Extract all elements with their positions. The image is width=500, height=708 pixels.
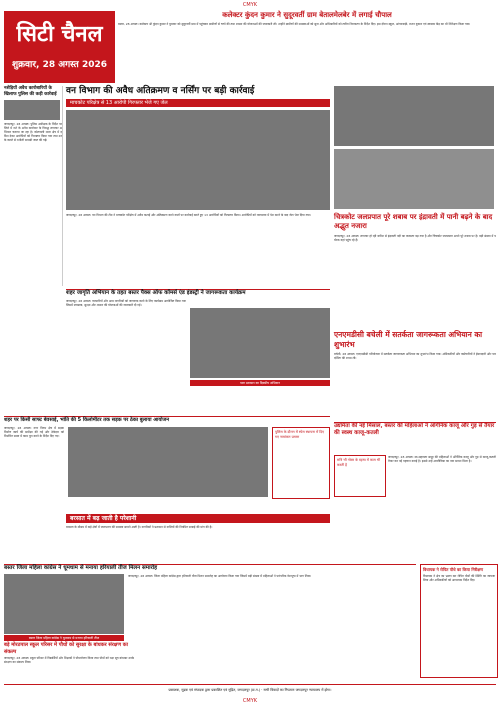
- left-column: [4, 86, 63, 286]
- bottom-mark-text: CMYK: [242, 698, 258, 704]
- story10-body: विधायक ने क्षेत्र का भ्रमण कर रोपित पौधों की स्थिति का जायजा लिया और अधिकारियों को आवश्यक निर्देश दिए।: [423, 574, 495, 582]
- story2-photo-1: [334, 86, 494, 146]
- story-forest-action: [66, 86, 330, 286]
- story10-headline: विधायक ने रोपित पौधे का किया निरीक्षण: [423, 567, 484, 572]
- footer-imprint-text: प्रकाशक, मुद्रक एवं संपादक द्वारा प्रकाशित एवं मुद्रित, जगदलपुर (छ.ग.) · सभी विवादों का निपटारा जगदलपुर न्यायालय में होगा।: [168, 688, 332, 692]
- left-column-body: जगदलपुर, 28 अगस्त। पुलिस अधीक्षक के निर्देश पर जिले में नशे के अवैध कारोबार के विरुद्ध लगातार अभियान चलाया जा रहा है। कोतवाली थाना क्षेत्र में दबिश देकर आरोपियों को गिरफ्तार किया गया तथा उनके कब्जे से नशीली सामग्री जब्त की गई।: [4, 122, 62, 142]
- masthead-dateline: शुक्रवार, 28 अगस्त 2026: [11, 60, 107, 70]
- masthead: [4, 11, 115, 83]
- story9-headline: बड़े मोरठपाल स्कूल परिसर में पौधों को सुरक्षा के बांधकर संरक्षण का संकल्प: [4, 642, 128, 655]
- story-chitrakote: [334, 86, 496, 326]
- top-registration-mark: [235, 2, 265, 8]
- lead-top-body: बस्तर, 28 अगस्त। कलेक्टर श्री कुंदन कुमार ने बुधवार को सुदूरवर्ती ग्राम में पहुंचकर ग्रामीणों से चर्चा की तथा शासन की योजनाओं की जानकारी ली। उन्होंने ग्रामीणों की समस्याओं को सुना और अधिकारियों को त्वरित निराकरण के निर्देश दिए। इस दौरान स्कूल, आंगनबाड़ी, राशन दुकान एवं स्वास्थ्य केंद्र का भी निरीक्षण किया गया।: [118, 22, 471, 26]
- left-column-headline: नशेड़ियों अवैध कारोबारियों के खिलाफ पुलिस की कड़ी कार्रवाई: [4, 86, 57, 97]
- story-road-contract: [4, 416, 330, 513]
- bottom-registration-mark: [235, 698, 265, 704]
- story2-photo-2: [334, 149, 494, 209]
- story3-photo-caption: पाल प्रशासन का दिवसीय अभियान: [190, 380, 330, 386]
- story5-callout: [272, 427, 330, 499]
- story5-photo: [68, 427, 268, 497]
- story5-body: जगदलपुर, 28 अगस्त। नगर निगम क्षेत्र में सड़क निर्माण कार्य की समीक्षा की गई और ठेकेदार को निर्धारित समय में काम पूरा करने के निर्देश दिए गए।: [4, 426, 64, 438]
- story8-photo: [4, 574, 124, 634]
- story8-headline: बस्तर जिला महिला कांग्रेस ने धूमधाम से मनाया हरियाली तीज मिलन समारोह: [4, 565, 158, 571]
- top-mark-text: CMYK: [242, 2, 258, 8]
- story9-body: जगदलपुर, 28 अगस्त। स्कूल परिसर में विद्यार्थियों और शिक्षकों ने पौधारोपण किया तथा पौधों को रक्षा सूत्र बांधकर उनके संरक्षण का संकल्प लिया।: [4, 656, 134, 664]
- story3-photo: [190, 308, 330, 378]
- story4-headline: एनएमडीसी बचेली में सतर्कता जागरूकता अभियान का शुभारंभ: [334, 330, 483, 349]
- story-awareness-campaign: [66, 289, 330, 414]
- story1-headline: वन विभाग की अवैध अतिक्रमण व नर्सिंग पर बड़ी कार्रवाई: [66, 86, 255, 96]
- footer-imprint: [4, 684, 496, 695]
- story1-subhead: माचकोट परिक्षेत्र से 13 आरोपी गिरफ्तार भेजे गए जेल: [66, 99, 330, 107]
- story3-headline: शहर जागृति अभियान के तहत बस्तर पैक्स ऑफ कॉमर्स एंड इंडस्ट्री ने जागरूकता कार्यक्रम: [66, 290, 246, 296]
- story5-headline: शहर पर किसी साफ्ट बेवसाई, भांति की 5 किलोमीटर तक सड़क पर ठेका बुलाया आयोजन: [4, 417, 170, 423]
- story8-body: जगदलपुर, 28 अगस्त। जिला महिला कांग्रेस द्वारा हरियाली तीज मिलन समारोह का आयोजन किया गया जिसमें बड़ी संख्या में महिलाओं ने पारंपरिक वेशभूषा में भाग लिया।: [128, 574, 312, 578]
- story-mla-inspection: [420, 564, 498, 678]
- story-rain-trouble: [66, 514, 330, 560]
- story7-headline: उद्यमिता की नई मिसाल, बस्तर की महिलाओं ने ऑर्गेनिक काजू और गुड़ से तैयार की स्वस्थ काजू-कतली: [334, 423, 495, 436]
- story3-body: जगदलपुर, 28 अगस्त। व्यापारियों और आम नागरिकों को जागरूक करने के लिए कार्यक्रम आयोजित किया गया जिसमें स्वच्छता, सुरक्षा और शासन की योजनाओं की जानकारी दी गई।: [66, 299, 186, 307]
- story-school-plantation: [4, 642, 134, 680]
- story2-headline: चित्रकोट जलप्रपात पूरे शबाब पर इंद्रावती में पानी बढ़ने के बाद अद्भुत नजारा: [334, 213, 493, 230]
- story1-photo: [66, 110, 330, 210]
- story4-body: बचेली, 28 अगस्त। एनएमडीसी परियोजना में सतर्कता जागरूकता अभियान का शुभारंभ किया गया। अधिकारियों और कर्मचारियों ने ईमानदारी और पारदर्शिता की शपथ ली।: [334, 352, 496, 360]
- masthead-title: सिटी चैनल: [16, 21, 103, 47]
- story8-photo-caption: बस्तर जिला महिला कांग्रेस ने धूमधाम से मनाया हरियाली तीज: [4, 635, 124, 641]
- story-nmdc: [334, 330, 496, 420]
- story7-side-box-text: रात्रि भी गोबर के रहस्य में काम भी करती है: [337, 458, 381, 467]
- story5-callout-text: पुलिस के दौरान में स्पेस स्थापना में दिए गए नामांकन प्रमाण: [275, 430, 325, 439]
- lead-top-story: [118, 11, 496, 83]
- lead-top-headline: कलेक्टर कुंदन कुमार ने सुदूरवर्ती ग्राम बेतालमेलबेर में लगाई चौपाल: [222, 11, 392, 19]
- story7-body: जगदलपुर, 28 अगस्त। स्व-सहायता समूह की महिलाओं ने ऑर्गेनिक काजू और गुड़ से काजू-कतली तैयार कर नई पहचान बनाई है। इससे उन्हें आजीविका का नया साधन मिला है।: [388, 455, 496, 463]
- left-column-photo: [4, 100, 60, 120]
- story2-body: जगदलपुर, 28 अगस्त। लगातार हो रही बारिश से इंद्रावती नदी का जलस्तर बढ़ गया है और चित्रकोट जलप्रपात अपने पूरे शबाब पर है। बड़ी संख्या में पर्यटक यहां पहुंच रहे हैं।: [334, 234, 496, 242]
- story1-body: जगदलपुर, 28 अगस्त। वन विभाग की टीम ने माचकोट परिक्षेत्र में अवैध कटाई और अतिक्रमण करने वालों पर कार्रवाई करते हुए 13 आरोपियों को गिरफ्तार किया। आरोपियों को न्यायालय में पेश करने के बाद जेल भेज दिया गया।: [66, 213, 311, 217]
- story6-headline: बरसात में बढ़ जाती है परेशानी: [66, 514, 330, 523]
- story-cashew-women: [334, 422, 496, 563]
- story7-side-box: [334, 455, 386, 497]
- story6-body: बरसात के मौसम में कई क्षेत्रों में जलभराव की समस्या सामने आती है। नागरिकों ने प्रशासन से नालियों की नियमित सफाई की मांग की है।: [66, 525, 213, 529]
